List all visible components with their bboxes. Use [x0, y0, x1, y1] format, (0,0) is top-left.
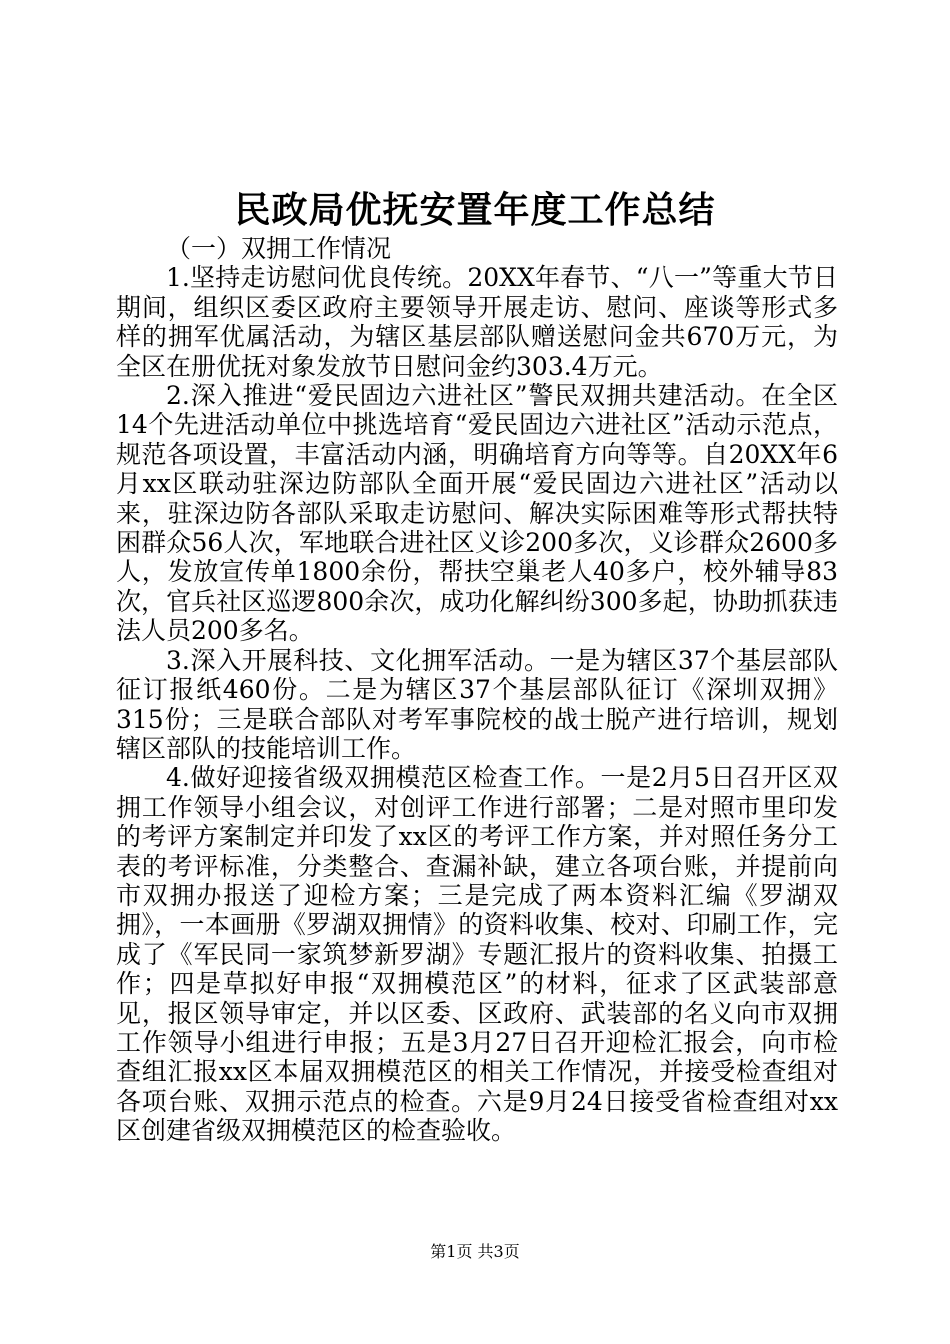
document-body	[116, 234, 838, 1146]
paragraph-3: 3.深入开展科技、文化拥军活动。一是为辖区37个基层部队征订报纸460份。二是为辖区37个基层部队征订《深圳双拥》315份；三是联合部队对考军事院校的战士脱产进行培训，规划辖区部队的技能培训工作。	[116, 645, 838, 763]
paragraph-1: 1.坚持走访慰问优良传统。20XX年春节、“八一”等重大节日期间，组织区委区政府主要领导开展走访、慰问、座谈等形式多样的拥军优属活动，为辖区基层部队赠送慰问金共670万元，为全区在册优抚对象发放节日慰问金约303.4万元。	[116, 263, 838, 381]
paragraph-2: 2.深入推进“爱民固边六进社区”警民双拥共建活动。在全区14个先进活动单位中挑选培育“爱民固边六进社区”活动示范点，规范各项设置，丰富活动内涵，明确培育方向等等。自20XX年6月xx区联动驻深边防部队全面开展“爱民固边六进社区”活动以来，驻深边防各部队采取走访慰问、解决实际困难等形式帮扶特困群众56人次，军地联合进社区义诊200多次，义诊群众2600多人，发放宣传单1800余份，帮扶空巢老人40多户，校外辅导83次，官兵社区巡逻800余次，成功化解纠纷300多起，协助抓获违法人员200多名。	[116, 381, 838, 646]
page-footer: 第1页 共3页	[430, 1242, 520, 1261]
section-heading: （一）双拥工作情况	[166, 234, 392, 263]
paragraph-4: 4.做好迎接省级双拥模范区检查工作。一是2月5日召开区双拥工作领导小组会议，对创评工作进行部署；二是对照市里印发的考评方案制定并印发了xx区的考评工作方案，并对照任务分工表的考评标准，分类整合、查漏补缺，建立各项台账，并提前向市双拥办报送了迎检方案；三是完成了两本资料汇编《罗湖双拥》，一本画册《罗湖双拥情》的资料收集、校对、印刷工作，完成了《军民同一家筑梦新罗湖》专题汇报片的资料收集、拍摄工作；四是草拟好申报“双拥模范区”的材料，征求了区武装部意见，报区领导审定，并以区委、区政府、武装部的名义向市双拥工作领导小组进行申报；五是3月27日召开迎检汇报会，向市检查组汇报xx区本届双拥模范区的相关工作情况，并接受检查组对各项台账、双拥示范点的检查。六是9月24日接受省检查组对xx区创建省级双拥模范区的检查验收。	[116, 763, 838, 1146]
document-title: 民政局优抚安置年度工作总结	[234, 189, 716, 231]
